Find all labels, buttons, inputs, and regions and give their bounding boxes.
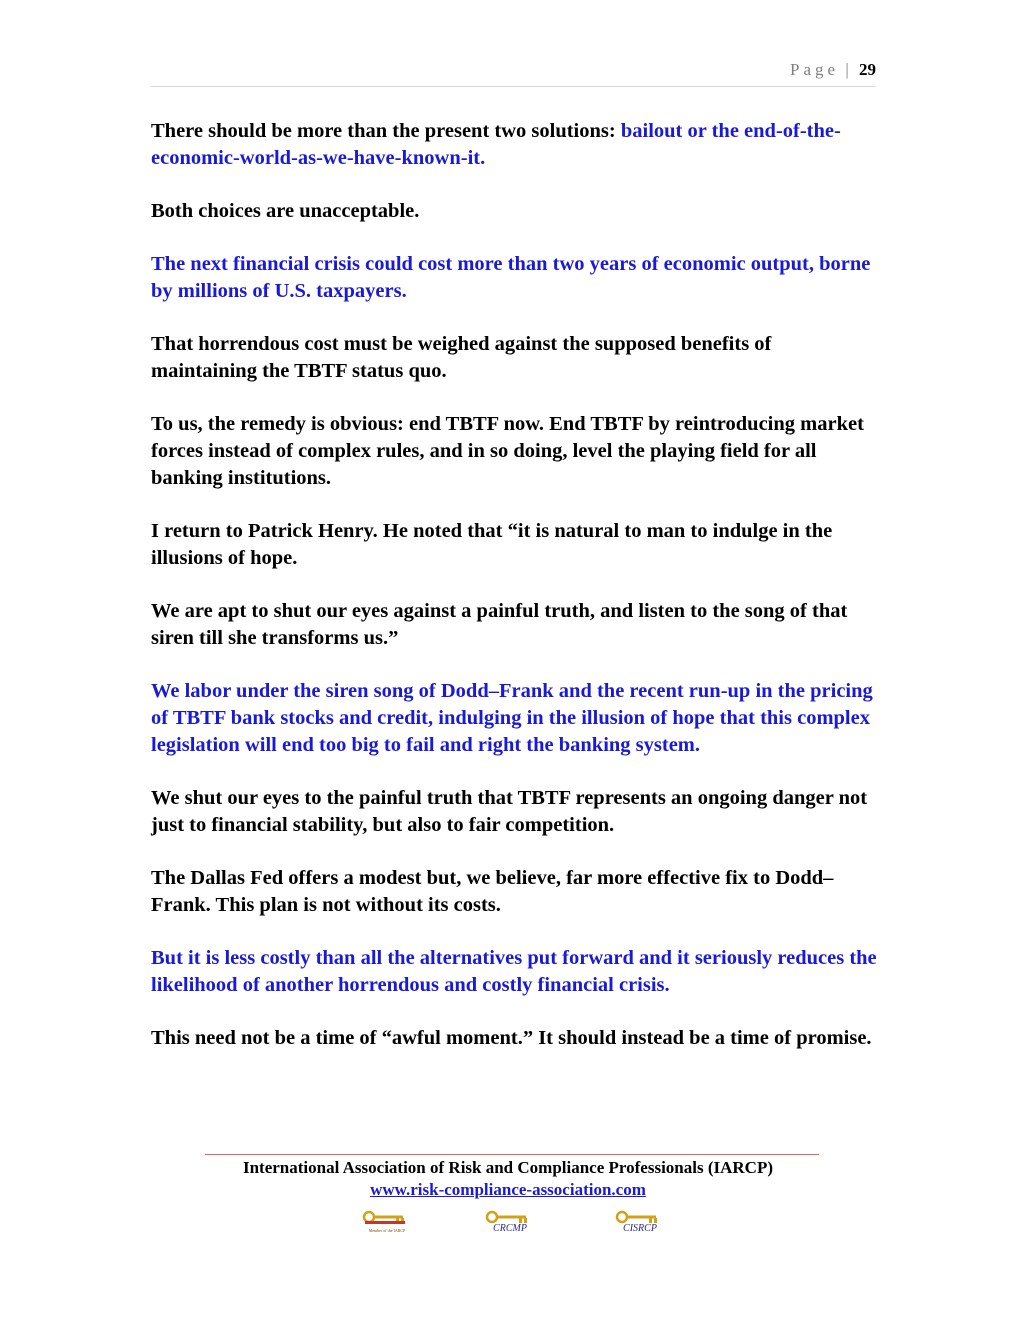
paragraph: [151, 945, 881, 999]
text-run: The Dallas Fed offers a modest but, we believe, far more effective fix to Dodd–Frank. This plan is not without its costs.: [151, 867, 834, 916]
document-body: [151, 118, 881, 1078]
paragraph: [151, 678, 881, 759]
text-run: We labor under the siren song of Dodd–Frank and the recent run-up in the pricing of TBTF bank stocks and credit, indulging in the illusion of hope that this complex legislation will end too big to fail and right the banking system.: [151, 680, 873, 756]
page-header: [150, 60, 876, 87]
text-run: But it is less costly than all the alternatives put forward and it seriously reduces the likelihood of another horrendous and costly financial crisis.: [151, 947, 877, 996]
paragraph: [151, 785, 881, 839]
member-logo: [362, 1210, 412, 1238]
footer-organization: International Association of Risk and Compliance Professionals (IARCP): [242, 1158, 774, 1177]
crcmp-logo: [485, 1210, 535, 1238]
text-run: There should be more than the present two solutions:: [151, 120, 621, 142]
paragraph: [151, 198, 881, 225]
page-number: 29: [859, 60, 876, 79]
page-label: Page: [790, 60, 840, 79]
text-run: This need not be a time of “awful moment.” It should instead be a time of promise.: [151, 1027, 872, 1049]
text-run: bailout or the end-of-the-economic-world-as-we-have-known-it.: [151, 120, 841, 169]
paragraph: [151, 1025, 881, 1052]
text-run: That horrendous cost must be weighed against the supposed benefits of maintaining the TBTF status quo.: [151, 333, 772, 382]
key-icon: [362, 1210, 408, 1226]
member-logo-caption: Member of the IARCP: [368, 1228, 406, 1233]
paragraph: [151, 865, 881, 919]
paragraph: [151, 331, 881, 385]
text-run: The next financial crisis could cost more than two years of economic output, borne by millions of U.S. taxpayers.: [151, 253, 871, 302]
paragraph: [151, 411, 881, 492]
website-link[interactable]: www.risk-compliance-association.com: [370, 1180, 646, 1199]
key-icon: [615, 1210, 661, 1224]
text-run: We are apt to shut our eyes against a painful truth, and listen to the song of that siren till she transforms us.”: [151, 600, 848, 649]
paragraph: [151, 518, 881, 572]
paragraph: [151, 118, 881, 172]
footer-divider: [205, 1154, 819, 1155]
text-run: To us, the remedy is obvious: end TBTF now. End TBTF by reintroducing market forces instead of complex rules, and in so doing, level the playing field for all banking institutions.: [151, 413, 864, 489]
paragraph: [151, 251, 881, 305]
page-separator: |: [845, 60, 849, 79]
crcmp-logo-caption: CRCMP: [493, 1223, 527, 1234]
key-icon: [485, 1210, 531, 1224]
text-run: Both choices are unacceptable.: [151, 200, 420, 222]
cisrcp-logo: [615, 1210, 665, 1238]
footer-website: [150, 1180, 866, 1200]
cisrcp-logo-caption: CISRCP: [623, 1223, 657, 1234]
text-run: I return to Patrick Henry. He noted that “it is natural to man to indulge in the illusions of hope.: [151, 520, 833, 569]
paragraph: [151, 598, 881, 652]
text-run: We shut our eyes to the painful truth that TBTF represents an ongoing danger not just to financial stability, but also to fair competition.: [151, 787, 868, 836]
